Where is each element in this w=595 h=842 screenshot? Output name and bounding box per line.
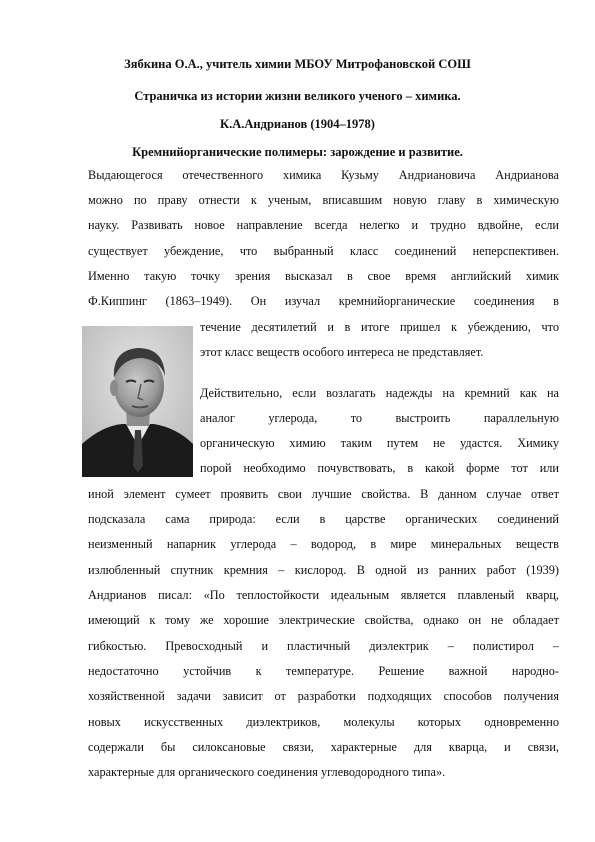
body-line: науку. Развивать новое направление всегда нелегко и трудно вдвойне, если — [88, 218, 559, 232]
body-line: существует убеждение, что выбранный класс соединений неперспективен. — [88, 244, 559, 258]
person-heading: К.А.Андрианов (1904–1978) — [220, 117, 375, 131]
body-line: новых искусственных диэлектриков, молекулы которых одновременно — [88, 715, 559, 729]
body-line: этот класс веществ особого интереса не представляет. — [200, 345, 484, 359]
body-line: иной элемент сумеет проявить свои лучшие свойства. В данном случае ответ — [88, 487, 559, 501]
body-line: Андрианов писал: «По теплостойкости идеальным является плавленый кварц, — [88, 588, 559, 602]
portrait-photo — [82, 326, 193, 477]
body-line: излюбленный спутник кремния – кислород. В одной из ранних работ (1939) — [88, 563, 559, 577]
body-line: недостаточно устойчив к температуре. Решение важной народно- — [88, 664, 559, 678]
body-line: Действительно, если возлагать надежды на кремний как на — [200, 386, 559, 400]
body-line: хозяйственной задачи зависит от разработки подходящих способов получения — [88, 689, 559, 703]
body-line: характерные для органического соединения углеводородного типа». — [88, 765, 446, 779]
body-line: Выдающегося отечественного химика Кузьму Андриановича Андрианова — [88, 168, 559, 182]
portrait-icon — [82, 326, 193, 477]
subtitle: Страничка из истории жизни великого ученого – химика. — [134, 89, 461, 103]
body-line: неизменный напарник углерода – водород, в мире минеральных веществ — [88, 537, 559, 551]
body-line: порой необходимо почувствовать, в какой форме тот или — [200, 461, 559, 475]
author-line: Зябкина О.А., учитель химии МБОУ Митрофановской СОШ — [124, 57, 471, 71]
body-line: содержали бы силоксановые связи, характерные для кварца, и связи, — [88, 740, 559, 754]
body-line: подсказала сама природа: если в царстве органических соединений — [88, 512, 559, 526]
body-line: органическую химию таким путем не удастся. Химику — [200, 436, 559, 450]
body-line: Именно такую точку зрения высказал в свое время английский химик — [88, 269, 559, 283]
body-line: гибкостью. Превосходный и пластичный диэлектрик – полистирол – — [88, 639, 559, 653]
body-line: аналог углерода, то выстроить параллельную — [200, 411, 559, 425]
body-line: Ф.Киппинг (1863–1949). Он изучал кремнийорганические соединения в — [88, 294, 559, 308]
body-line: имеющий к тому же хорошие электрические свойства, однако он не обладает — [88, 613, 559, 627]
body-line: течение десятилетий и в итоге пришел к убеждению, что — [200, 320, 559, 334]
topic-heading: Кремнийорганические полимеры: зарождение и развитие. — [132, 145, 463, 159]
body-line: можно по праву отнести к ученым, вписавшим новую главу в химическую — [88, 193, 559, 207]
